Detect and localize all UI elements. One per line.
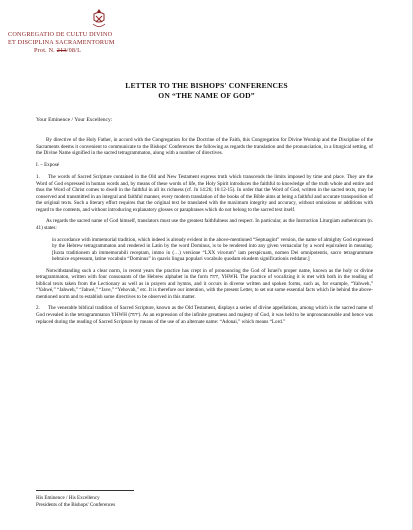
papal-crest-icon <box>88 8 110 30</box>
paragraph-2 <box>36 305 373 325</box>
congregation-header <box>8 31 115 56</box>
paragraph-1-number: 1. <box>36 174 40 181</box>
intro-paragraph: By directive of the Holy Father, in accord with the Congregation for the Doctrine of the Faith, this Congregation for Divine Worship and the Discipline of the Sacraments deems it convenient to communicate to the Bishops' Conferences the following as regards the translation and the pronunciation, in a liturgical setting, of the Divine Name signified in the sacred tetragrammaton, along with a number of directives. <box>36 137 373 157</box>
paragraph-1 <box>36 174 373 213</box>
paragraph-2-number: 2. <box>36 305 40 312</box>
header-line-2: ET DISCIPLINA SACRAMENTORUM <box>8 39 115 47</box>
paragraph-1b: As regards the sacred name of God himself, translators must use the greatest faithfulness and respect. In particular, as the Instruction Liturgiam authenticam (n. 41) states: <box>36 218 373 232</box>
liturgiam-authenticam-quote: in accordance with immemorial tradition, which indeed is already evident in the above-mentioned “Septuagint” version, the name of almighty God expressed by the Hebrew tetragrammaton and rendered in Latin by the word Dominus, is to be rendered into any given vernacular by a word equivalent in meaning. [Iuxta traditionem ab immemorabili receptam, immo in (…) versione “LXX virorum” iam perspicuam, nomen Dei omnipotentis, sacro tetragrammate hebraice expressum, latine vocabulo “Dominus” in quavis lingua populari vocabulo quodam eiusdem significationis reddatur.] <box>52 236 373 263</box>
footer-line-1: His Eminence / His Excellency <box>36 495 100 501</box>
letter-title <box>0 81 413 101</box>
paragraph-1-text: The words of Sacred Scripture contained in the Old and New Testament express truth which transcends the limits imposed by time and place. They are the Word of God expressed in human words and, by means of these words of life, the Holy Spirit introduces the faithful to knowledge of the truth whole and entire and thus the Word of Christ comes to dwell in the faithful in all its richness (cf. Jn 14:26; 16:12-15). In order that the Word of God, written in the sacred texts, may be conserved and transmitted in an integral and faithful manner, every modern translation of the books of the Bible aims at being a faithful and accurate transposition of the original texts. Such a literary effort requires that the original text be translated with the maximum integrity and accuracy, without omissions or additions with regard to the contents, and without introducing explanatory glosses or paraphrases which do not belong to the sacred text itself. <box>36 174 373 213</box>
protocol-struck-number: 213 <box>56 47 67 55</box>
salutation: Your Eminence / Your Excellency: <box>36 117 113 123</box>
title-line-2: ON “THE NAME OF GOD” <box>158 91 255 100</box>
protocol-prefix: Prot. N. <box>34 47 57 55</box>
footer-divider <box>36 490 134 491</box>
footer-line-2: Presidents of the Bishops' Conferences <box>36 501 116 508</box>
protocol-suffix: /08/L <box>66 47 82 55</box>
protocol-number <box>34 47 115 55</box>
paragraph-1c: Notwithstanding such a clear norm, in recent years the practice has crept in of pronouncing the God of Israel's proper name, known as the holy or divine tetragrammaton, written with four consonants of the Hebrew alphabet in the form יהוה, YHWH. The practice of vocalizing it is met with both in the reading of biblical texts taken from the Lectionary as well as in prayers and hymns, and it occurs in diverse written and spoken forms, such as, for example, “Yahweh,” “Yahwé,” “Jahweh,” “Jahwé,” “Jave,” “Yehovah,” etc. It is therefore our intention, with the present Letter, to set out some essential facts which lie behind the above-mentioned norm and to establish some directives to be observed in this matter. <box>36 267 373 300</box>
section-heading: I. – Exposé <box>36 161 60 168</box>
title-line-1: LETTER TO THE BISHOPS' CONFERENCES <box>125 81 288 90</box>
addressee-footer <box>36 495 115 508</box>
letter-body <box>36 137 373 330</box>
header-line-1: CONGREGATIO DE CULTU DIVINO <box>8 31 113 38</box>
paragraph-2-text: The venerable biblical tradition of Sacred Scripture, known as the Old Testament, displays a series of divine appellations, among which is the sacred name of God revealed in the tetragrammaton YHWH (יהוה). As an expression of the infinite greatness and majesty of God, it was held to be unpronounceable and hence was replaced during the reading of Sacred Scripture by means of the use of an alternate name: “Adonai,” which means “Lord.” <box>36 305 373 325</box>
